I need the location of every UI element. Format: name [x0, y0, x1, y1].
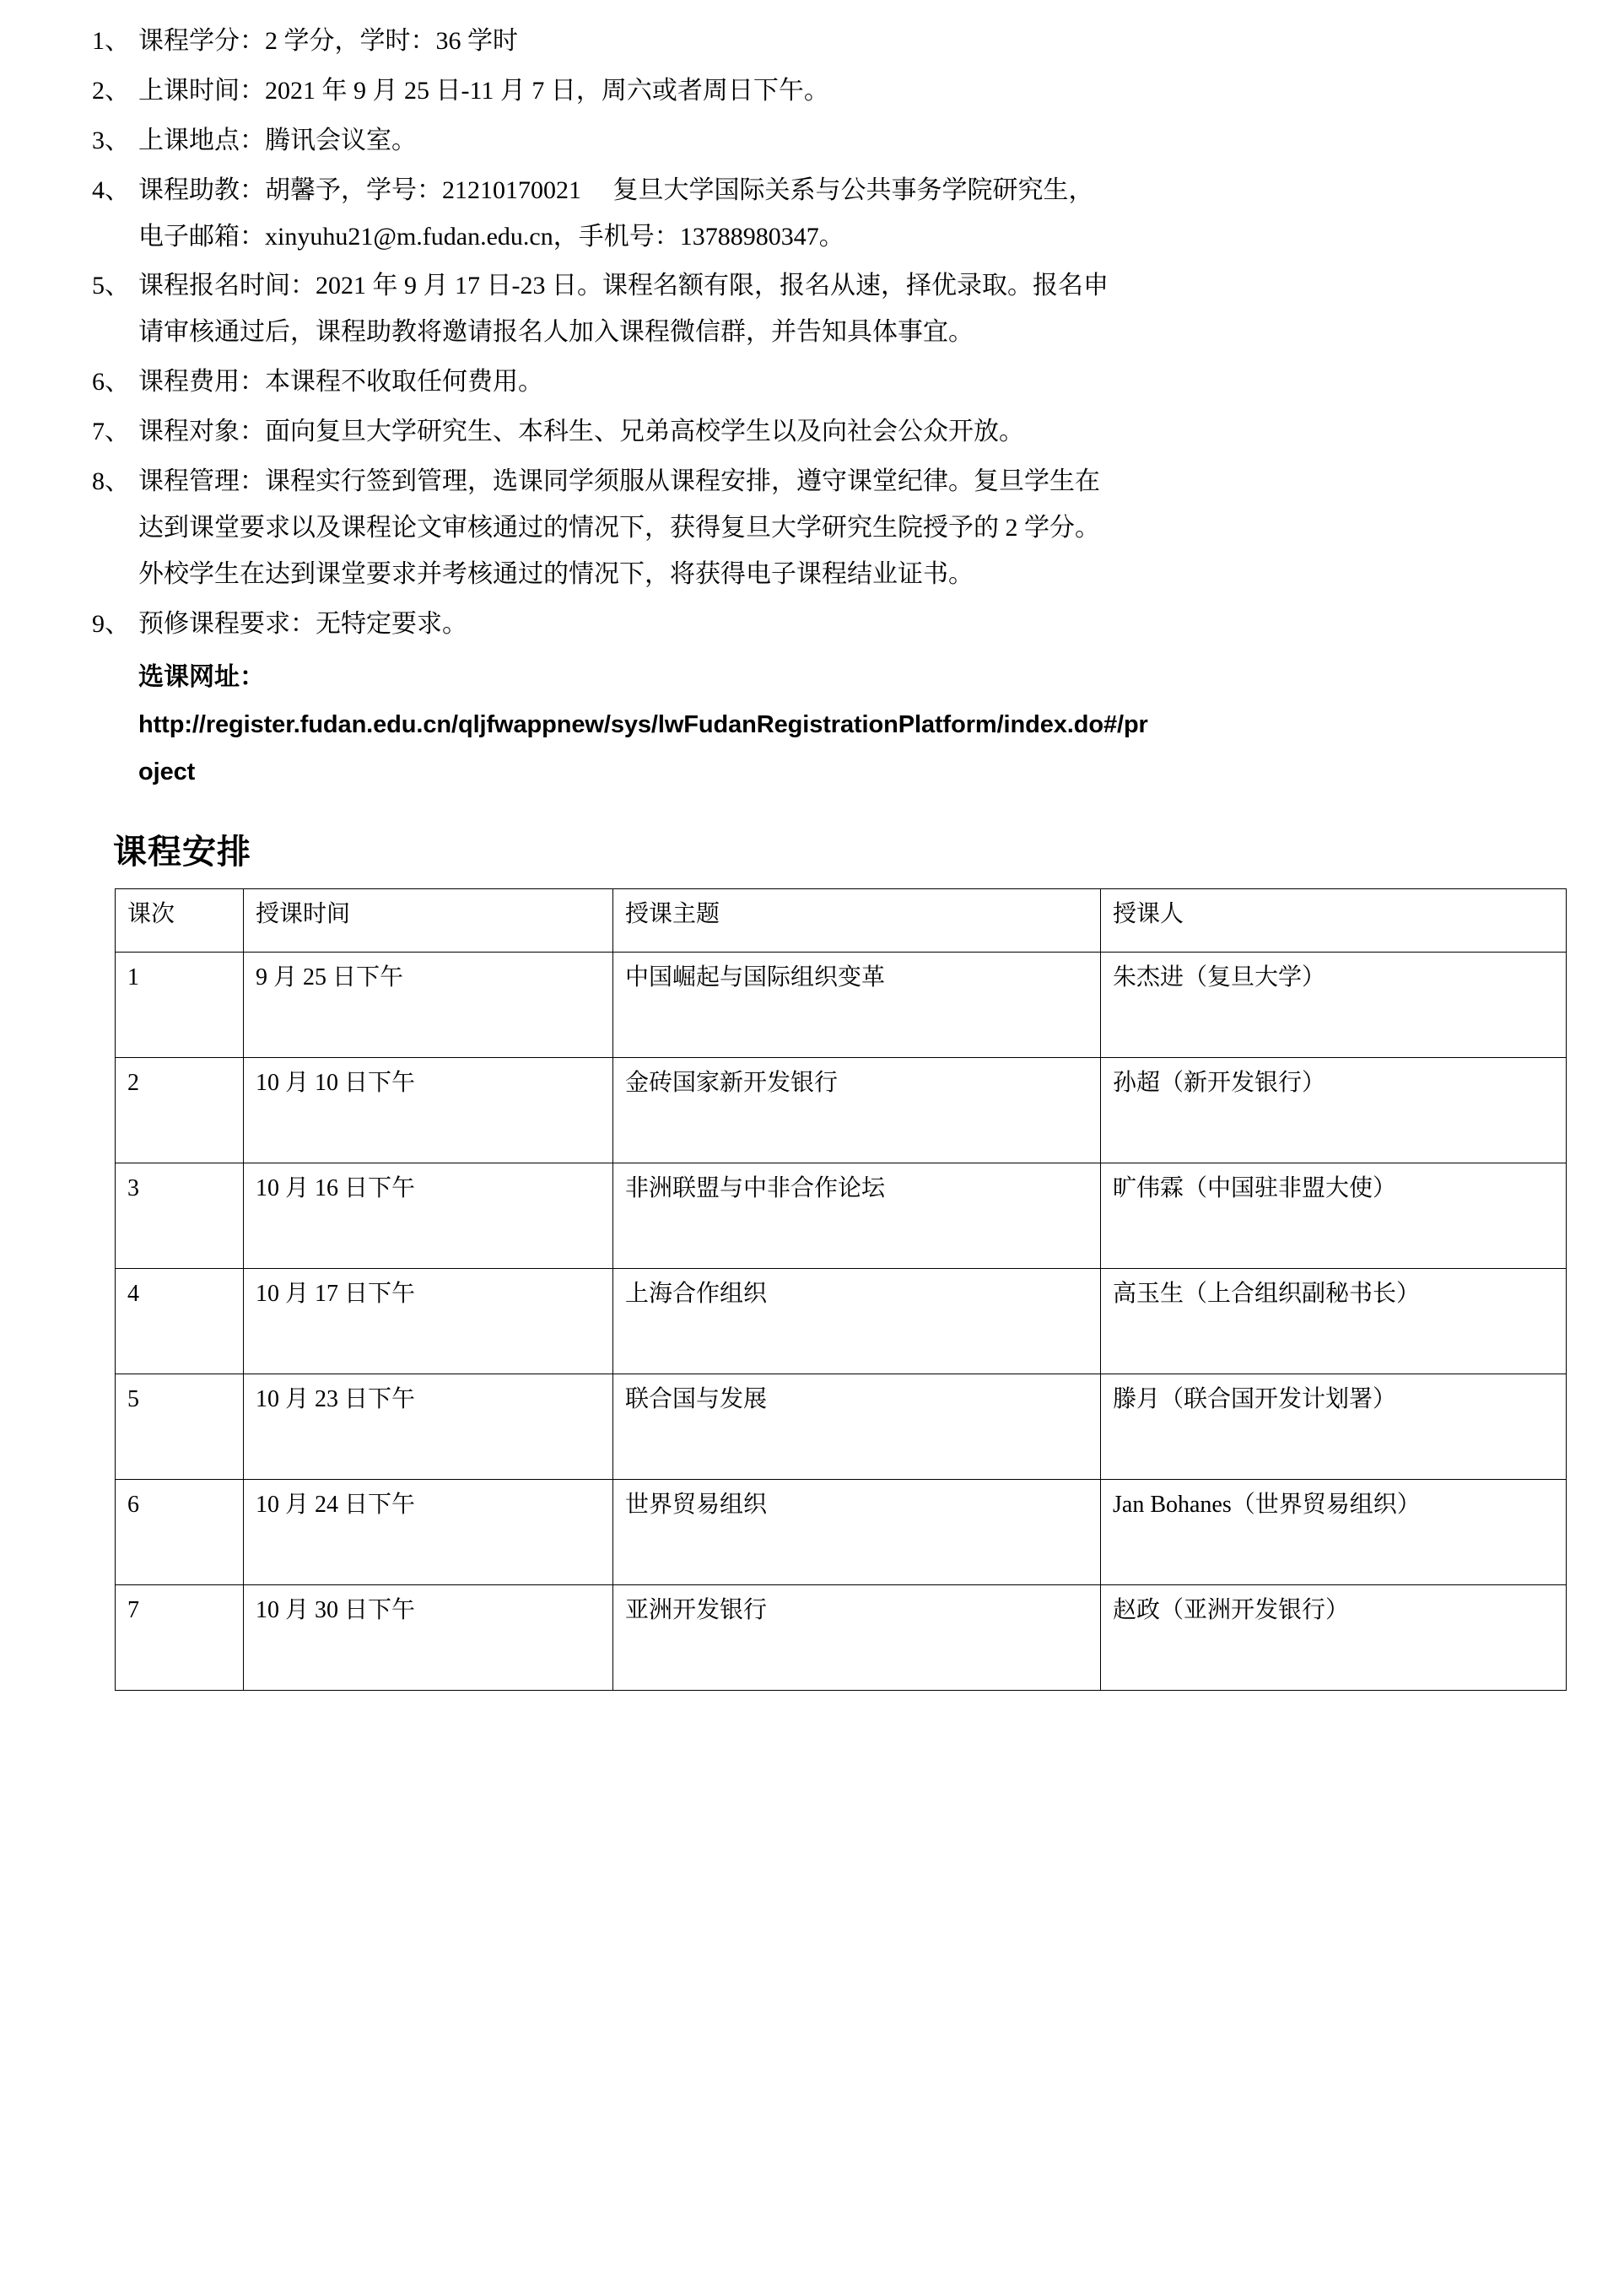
list-item-line: 上课地点：腾讯会议室。 — [138, 126, 417, 154]
table-cell-index: 6 — [116, 1479, 244, 1584]
table-cell-lecturer: Jan Bohanes（世界贸易组织） — [1101, 1479, 1567, 1584]
list-item-body — [138, 19, 1514, 65]
table-cell-lecturer: 旷伟霖（中国驻非盟大使） — [1101, 1163, 1567, 1268]
list-item-number: 2、 — [92, 76, 130, 105]
table-row — [116, 1057, 1567, 1163]
list-item-body — [138, 118, 1514, 165]
list-item-line: 达到课堂要求以及课程论文审核通过的情况下，获得复旦大学研究生院授予的 2 学分。 — [138, 513, 1100, 542]
table-cell-index: 3 — [116, 1163, 244, 1268]
table-cell-time: 9 月 25 日下午 — [244, 952, 613, 1057]
list-item-line: 课程报名时间：2021 年 9 月 17 日-23 日。课程名额有限，报名从速，择优录取。报名申 — [138, 272, 1109, 300]
list-item-line: 课程助教：胡馨予，学号：21210170021 复旦大学国际关系与公共事务学院研究生， — [138, 175, 1094, 204]
list-item-line: 课程对象：面向复旦大学研究生、本科生、兄弟高校学生以及向社会公众开放。 — [138, 418, 1024, 446]
list-item-number: 3、 — [92, 126, 130, 154]
list-item-line: 课程费用：本课程不收取任何费用。 — [138, 368, 543, 397]
table-row — [116, 952, 1567, 1057]
registration-url-line-2[interactable]: oject — [138, 758, 196, 786]
table-cell-time: 10 月 24 日下午 — [244, 1479, 613, 1584]
table-cell-index: 1 — [116, 952, 244, 1057]
list-item-line: 请审核通过后，课程助教将邀请报名人加入课程微信群，并告知具体事宜。 — [138, 318, 974, 347]
registration-link-label: 选课网址： — [138, 662, 265, 691]
table-header-cell: 授课人 — [1101, 888, 1567, 952]
list-item — [78, 359, 1514, 406]
list-item-line: 预修课程要求：无特定要求。 — [138, 609, 467, 638]
table-cell-topic: 中国崛起与国际组织变革 — [613, 952, 1101, 1057]
table-cell-time: 10 月 23 日下午 — [244, 1374, 613, 1479]
list-item-body — [138, 263, 1514, 356]
course-info-list — [78, 19, 1514, 648]
table-header-cell: 授课时间 — [244, 888, 613, 952]
schedule-table — [115, 888, 1567, 1691]
list-item-line: 上课时间：2021 年 9 月 25 日-11 月 7 日，周六或者周日下午。 — [138, 76, 829, 105]
table-cell-index: 4 — [116, 1268, 244, 1374]
list-item — [78, 19, 1514, 65]
list-item-body — [138, 359, 1514, 406]
table-header-row — [116, 888, 1567, 952]
table-cell-lecturer: 孙超（新开发银行） — [1101, 1057, 1567, 1163]
table-cell-time: 10 月 16 日下午 — [244, 1163, 613, 1268]
list-item — [78, 602, 1514, 648]
table-cell-index: 7 — [116, 1584, 244, 1690]
list-item-line: 课程学分：2 学分，学时：36 学时 — [138, 27, 518, 55]
table-cell-index: 5 — [116, 1374, 244, 1479]
table-row — [116, 1163, 1567, 1268]
list-item-number: 9、 — [92, 609, 130, 638]
table-cell-topic: 世界贸易组织 — [613, 1479, 1101, 1584]
table-header-cell: 授课主题 — [613, 888, 1101, 952]
list-item-number: 6、 — [92, 368, 130, 397]
list-item-body — [138, 459, 1514, 598]
table-cell-topic: 金砖国家新开发银行 — [613, 1057, 1101, 1163]
table-cell-index: 2 — [116, 1057, 244, 1163]
table-row — [116, 1584, 1567, 1690]
list-item-number: 4、 — [92, 175, 130, 204]
list-item-body — [138, 602, 1514, 648]
table-row — [116, 1374, 1567, 1479]
table-cell-time: 10 月 10 日下午 — [244, 1057, 613, 1163]
table-cell-lecturer: 朱杰进（复旦大学） — [1101, 952, 1567, 1057]
list-item — [78, 409, 1514, 456]
table-cell-lecturer: 赵政（亚洲开发银行） — [1101, 1584, 1567, 1690]
table-row — [116, 1268, 1567, 1374]
list-item — [78, 459, 1514, 598]
table-cell-time: 10 月 17 日下午 — [244, 1268, 613, 1374]
table-cell-topic: 非洲联盟与中非合作论坛 — [613, 1163, 1101, 1268]
table-row — [116, 1479, 1567, 1584]
list-item-number: 7、 — [92, 418, 130, 446]
table-cell-topic: 联合国与发展 — [613, 1374, 1101, 1479]
schedule-heading: 课程安排 — [113, 833, 251, 871]
table-cell-lecturer: 滕月（联合国开发计划署） — [1101, 1374, 1567, 1479]
list-item-number: 5、 — [92, 272, 130, 300]
list-item-line: 外校学生在达到课堂要求并考核通过的情况下，将获得电子课程结业证书。 — [138, 559, 974, 588]
list-item-number: 8、 — [92, 467, 130, 496]
list-item-line: 电子邮箱：xinyuhu21@m.fudan.edu.cn，手机号：13788980347。 — [138, 222, 844, 251]
table-cell-topic: 亚洲开发银行 — [613, 1584, 1101, 1690]
list-item-body — [138, 168, 1514, 261]
list-item — [78, 263, 1514, 356]
list-item-number: 1、 — [92, 27, 130, 55]
list-item-line: 课程管理：课程实行签到管理，选课同学须服从课程安排，遵守课堂纪律。复旦学生在 — [138, 467, 1100, 496]
list-item — [78, 118, 1514, 165]
list-item-body — [138, 68, 1514, 115]
table-header-cell: 课次 — [116, 888, 244, 952]
list-item — [78, 68, 1514, 115]
table-cell-time: 10 月 30 日下午 — [244, 1584, 613, 1690]
table-cell-lecturer: 高玉生（上合组织副秘书长） — [1101, 1268, 1567, 1374]
list-item — [78, 168, 1514, 261]
table-cell-topic: 上海合作组织 — [613, 1268, 1101, 1374]
registration-link-block — [138, 653, 1514, 796]
registration-url-line-1[interactable]: http://register.fudan.edu.cn/qljfwappnew/sys/lwFudanRegistrationPlatform/index.do#/pr — [138, 710, 1148, 738]
list-item-body — [138, 409, 1514, 456]
